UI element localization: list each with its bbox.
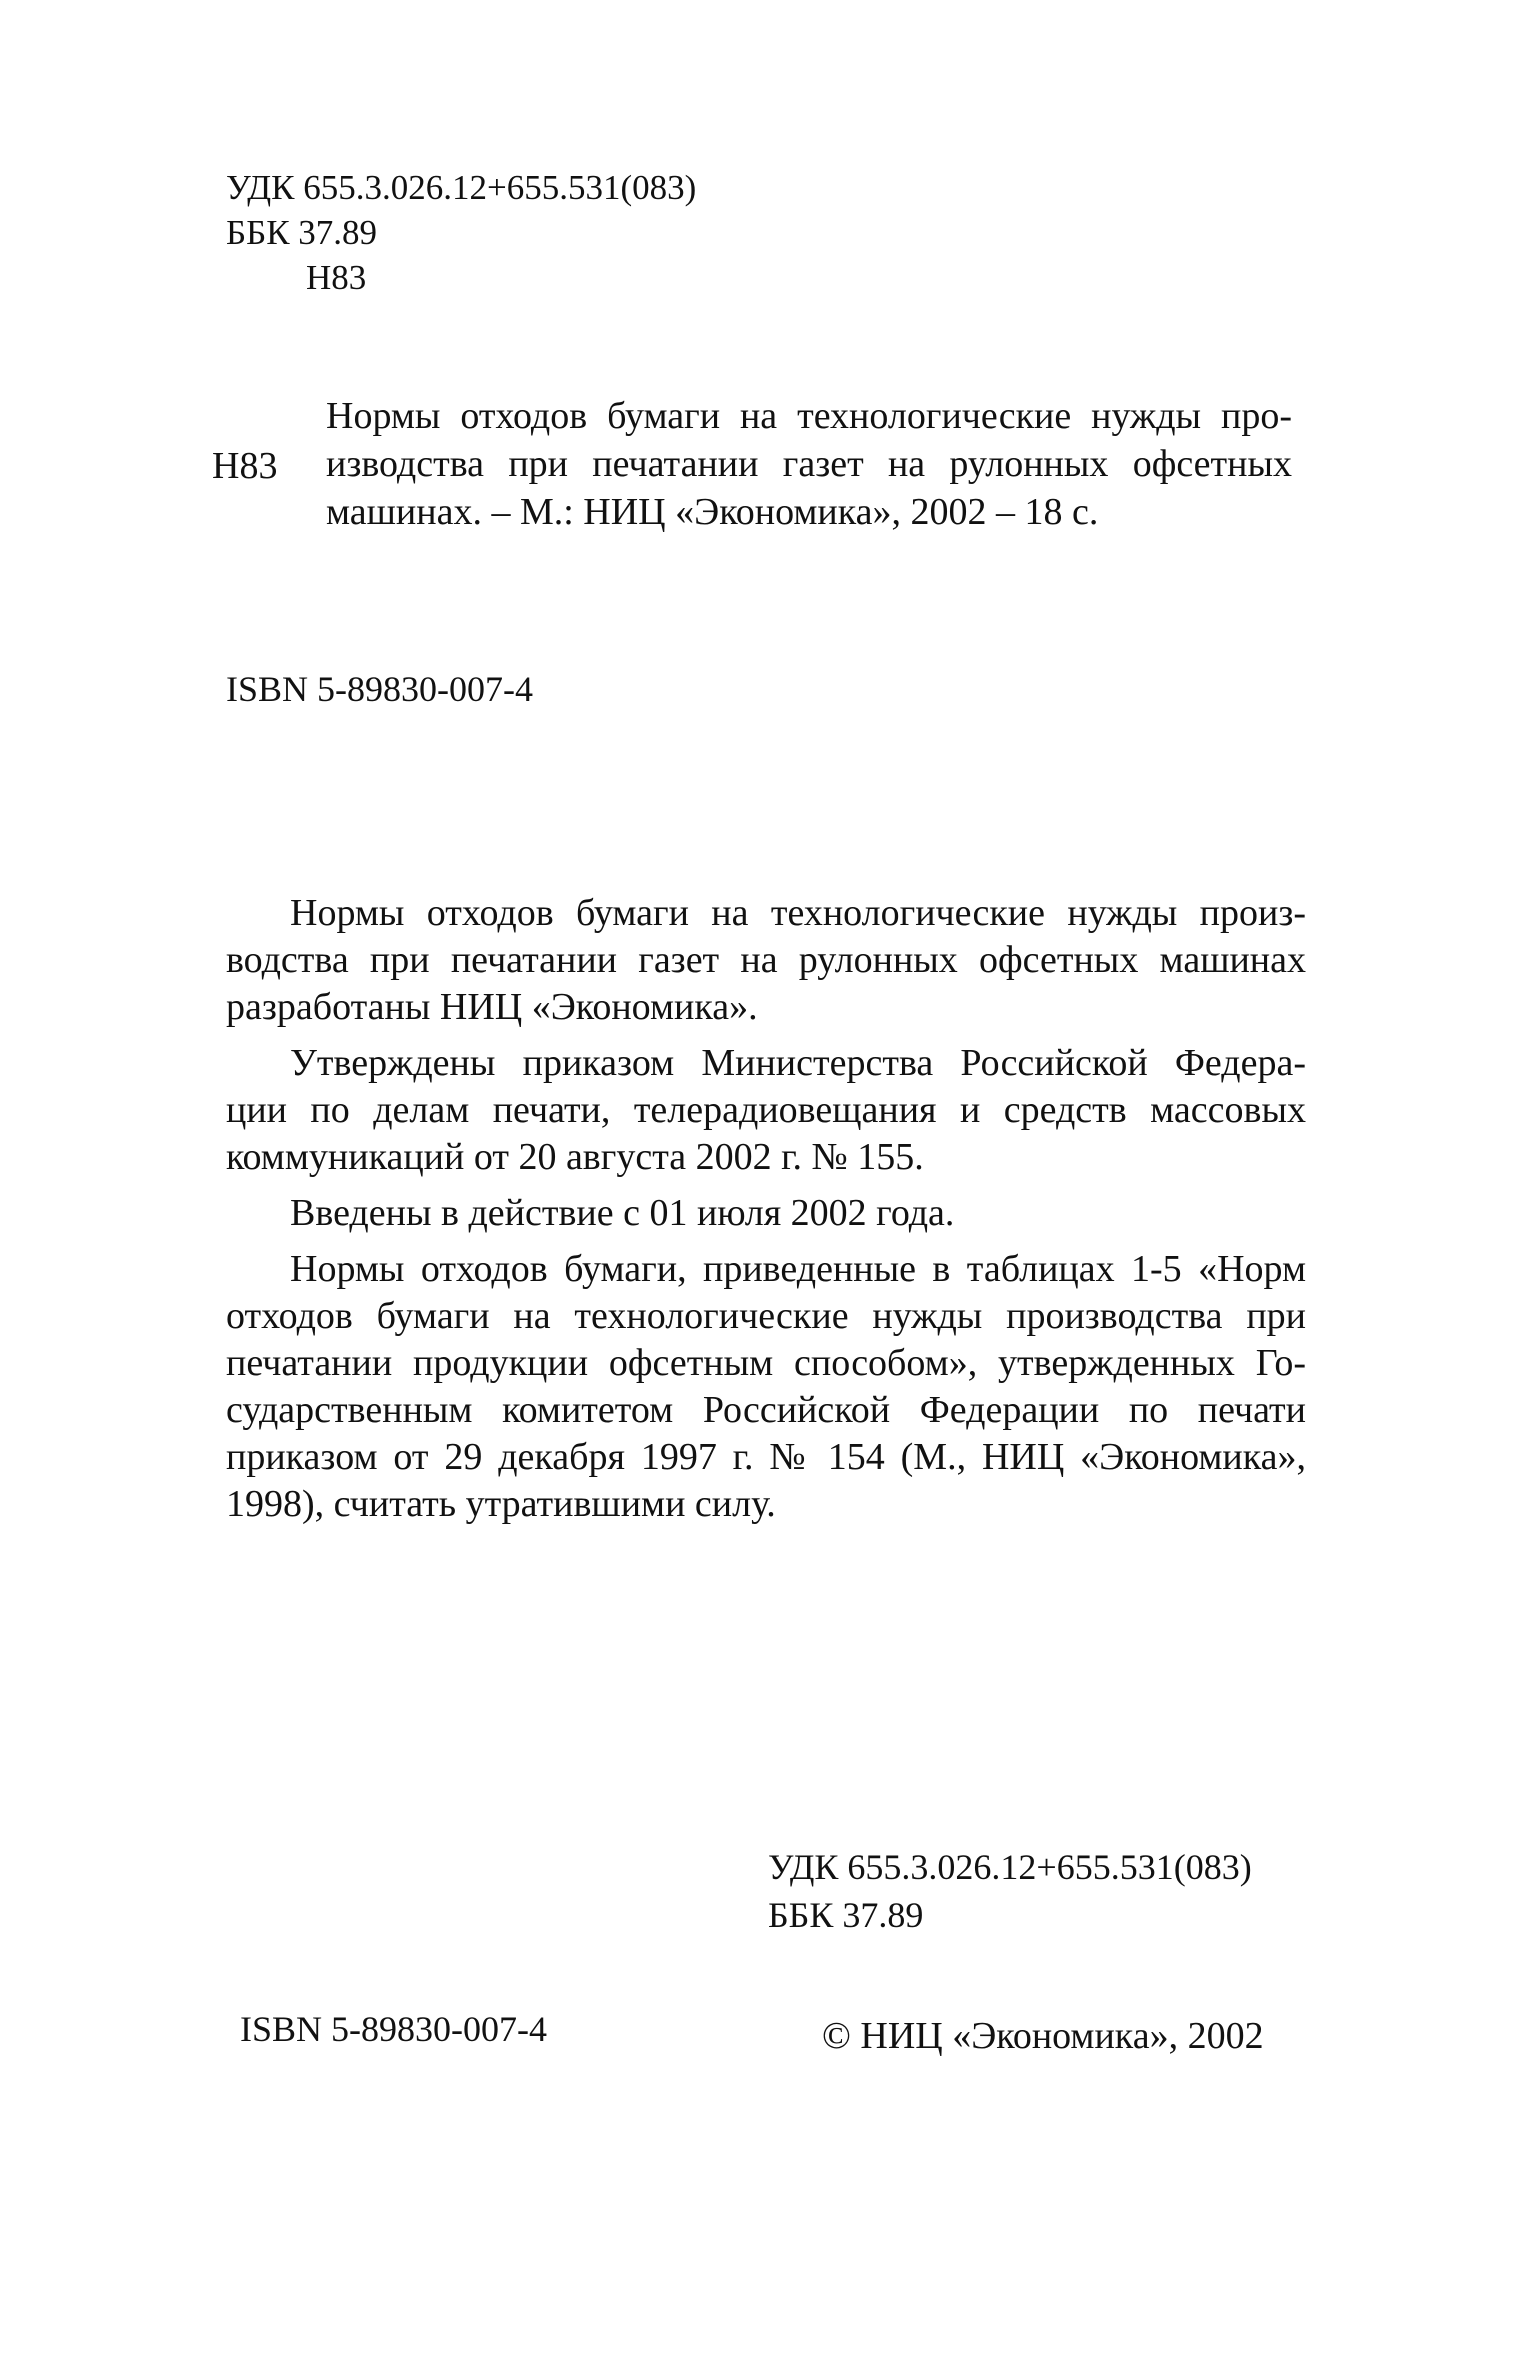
author-sign: Н83: [306, 258, 367, 297]
udk-code: УДК 655.3.026.12+655.531(083): [226, 168, 697, 207]
footer-bbk-code: ББК 37.89: [768, 1895, 924, 1935]
classification-codes: [226, 165, 696, 300]
paragraph-line: сударственным комитетом Российской Федерации по печати: [226, 1389, 1306, 1431]
annotation-code: Н83: [212, 445, 278, 487]
paragraph-line: отходов бумаги на технологические нужды производства при: [226, 1295, 1306, 1337]
annotation-line: машинах. – М.: НИЦ «Экономика», 2002 – 18 с.: [326, 491, 1099, 533]
bibliographic-annotation: [326, 392, 1292, 536]
annotation-line: изводства при печатании газет на рулонных офсетных: [326, 443, 1292, 485]
copyright-notice: © НИЦ «Экономика», 2002: [822, 2015, 1264, 2057]
isbn-top: ISBN 5-89830-007-4: [226, 669, 533, 709]
paragraph-superseded: [226, 1246, 1306, 1528]
paragraph-line: ции по делам печати, телерадиовещания и средств массовых: [226, 1089, 1306, 1131]
paragraph-line: Нормы отходов бумаги, приведенные в таблицах 1-5 «Норм: [290, 1248, 1306, 1290]
paragraph-line: водства при печатании газет на рулонных офсетных машинах: [226, 939, 1306, 981]
bbk-code: ББК 37.89: [226, 213, 378, 252]
paragraph-line: 1998), считать утратившими силу.: [226, 1483, 776, 1525]
paragraph-line: Введены в действие с 01 июля 2002 года.: [290, 1192, 955, 1234]
isbn-bottom: ISBN 5-89830-007-4: [240, 2009, 547, 2049]
paragraph-developed: [226, 890, 1306, 1031]
document-body: [226, 890, 1306, 1537]
paragraph-line: печатании продукции офсетным способом», утвержденных Го-: [226, 1342, 1306, 1384]
paragraph-line: коммуникаций от 20 августа 2002 г. № 155.: [226, 1136, 924, 1178]
annotation-line: Нормы отходов бумаги на технологические нужды про-: [326, 395, 1292, 437]
footer-classification-codes: [768, 1843, 1252, 1939]
paragraph-approved: [226, 1040, 1306, 1181]
paragraph-line: разработаны НИЦ «Экономика».: [226, 986, 758, 1028]
paragraph-line: Нормы отходов бумаги на технологические нужды произ-: [290, 892, 1306, 934]
paragraph-line: приказом от 29 декабря 1997 г. № 154 (М., НИЦ «Экономика»,: [226, 1436, 1306, 1478]
paragraph-effective-date: [226, 1190, 1306, 1237]
footer-udk-code: УДК 655.3.026.12+655.531(083): [768, 1847, 1252, 1887]
paragraph-line: Утверждены приказом Министерства Российской Федера-: [290, 1042, 1306, 1084]
